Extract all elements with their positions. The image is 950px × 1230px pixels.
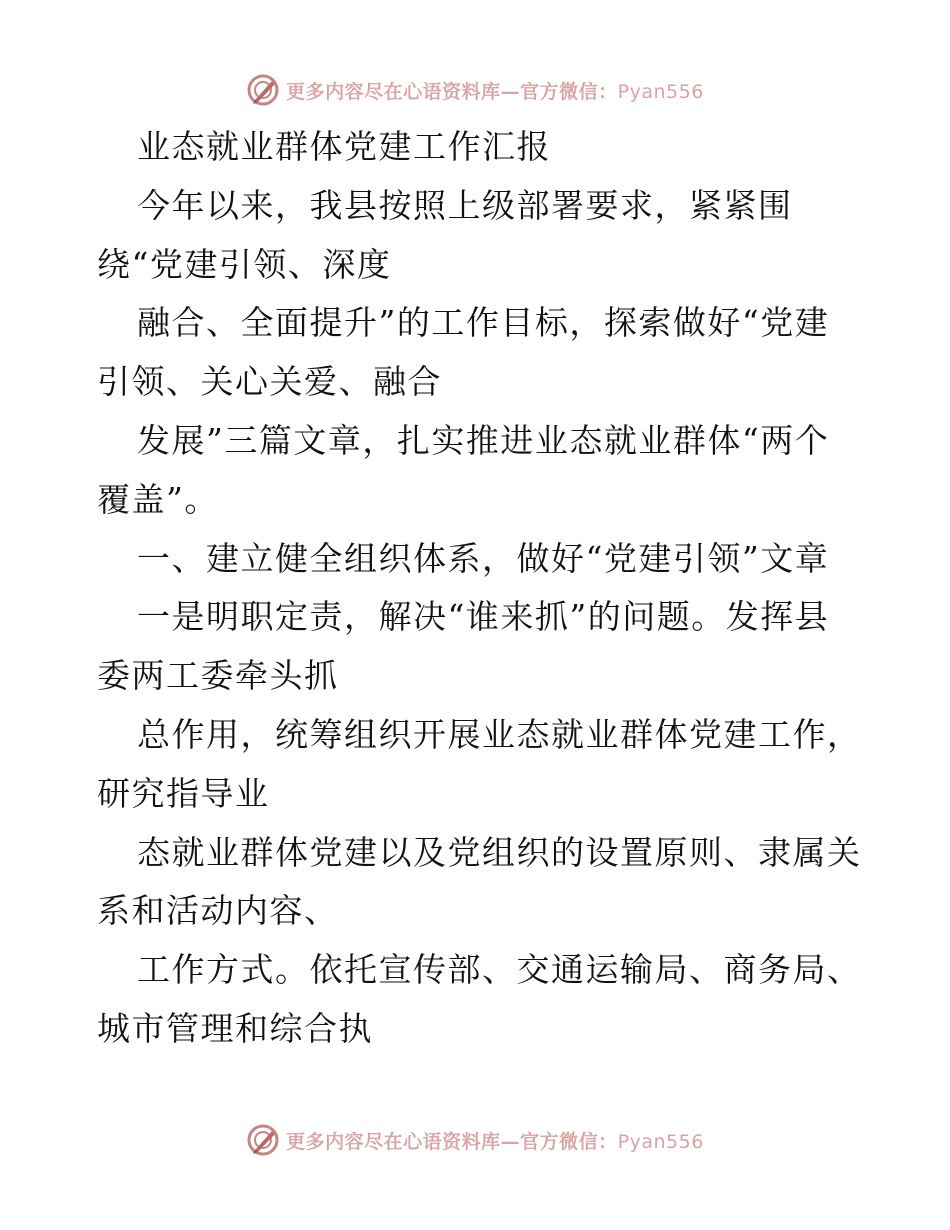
- text-line: 一、建立健全组织体系，做好“党建引领”文章: [137, 538, 830, 578]
- footer-watermark: [0, 1120, 950, 1160]
- text-line: 态就业群体党建以及党组织的设置原则、隶属关: [137, 832, 862, 872]
- pen-logo-icon: [246, 73, 280, 107]
- text-line: 城市管理和综合执: [97, 1008, 373, 1048]
- header-watermark: [0, 70, 950, 110]
- watermark-text: 更多内容尽在心语资料库—官方微信：Pyan556: [286, 80, 704, 103]
- text-line: 引领、关心关爱、融合: [97, 362, 442, 402]
- text-line: 委两工委牵头抓: [97, 656, 339, 696]
- text-line: 今年以来，我县按照上级部署要求，紧紧围: [137, 185, 793, 225]
- text-line: 研究指导业: [97, 773, 270, 813]
- text-line: 一是明职定责，解决“谁来抓”的问题。发挥县: [137, 597, 830, 637]
- text-line: 绕“党建引领、深度: [97, 244, 392, 284]
- text-line: 发展”三篇文章，扎实推进业态就业群体“两个: [137, 420, 830, 460]
- text-line: 融合、全面提升”的工作目标，探索做好“党建: [137, 303, 830, 343]
- text-line: 总作用，统筹组织开展业态就业群体党建工作，: [137, 714, 862, 754]
- document-body: [97, 118, 862, 1059]
- text-line: 覆盖”。: [97, 479, 219, 519]
- pen-logo-icon: [246, 1123, 280, 1157]
- text-line: 业态就业群体党建工作汇报: [137, 127, 551, 166]
- watermark-text: 更多内容尽在心语资料库—官方微信：Pyan556: [286, 1130, 704, 1153]
- text-line: 系和活动内容、: [97, 891, 339, 931]
- text-line: 工作方式。依托宣传部、交通运输局、商务局、: [137, 950, 862, 990]
